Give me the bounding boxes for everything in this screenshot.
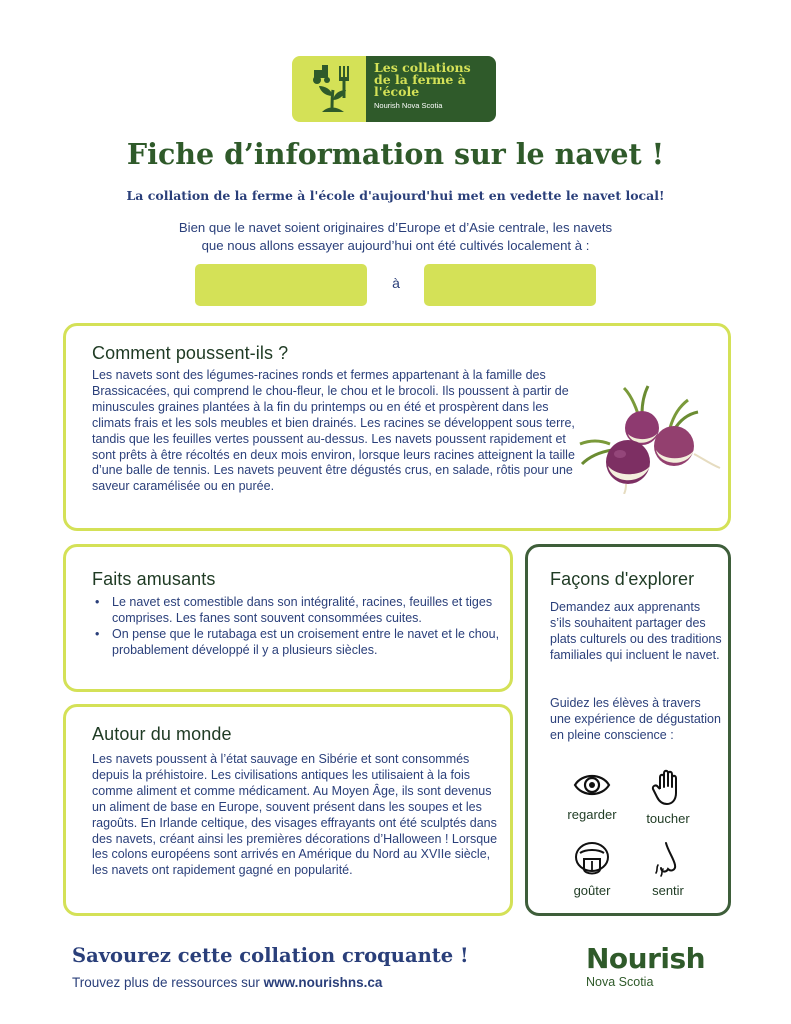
section-heading: Comment poussent-ils ?: [92, 343, 289, 363]
intro-text: [0, 219, 791, 255]
logo-title-line: Les collations: [374, 60, 471, 75]
mouth-tongue-icon: [572, 839, 612, 879]
brand-subtitle: Nova Scotia: [586, 975, 654, 989]
eye-icon: [572, 767, 612, 803]
around-the-world-card: [63, 704, 513, 916]
footer-title: Savourez cette collation croquante !: [72, 944, 469, 967]
section-heading: Autour du monde: [92, 724, 232, 744]
tractor-and-sprout-icon: [292, 56, 366, 122]
section-heading: Faits amusants: [92, 569, 216, 589]
intro-line: que nous allons essayer aujourd’hui ont été cultivés localement à :: [201, 238, 590, 253]
hand-icon: [648, 767, 688, 807]
location-separator: à: [392, 275, 400, 291]
sense-smell: [628, 839, 708, 898]
ways-to-explore-card: [525, 544, 731, 916]
sense-label: regarder: [567, 807, 617, 822]
logo-subtitle: Nourish Nova Scotia: [374, 101, 443, 110]
section-text: Guidez les élèves à travers une expérience de dégustation en pleine conscience :: [550, 696, 721, 742]
list-item: • Le navet est comestible dans son intégralité, racines, feuilles et tiges comprises. Les fanes sont souvent consommées cuites.: [92, 595, 502, 627]
intro-line: Bien que le navet soient originaires d’Europe et d’Asie centrale, les navets: [178, 220, 613, 235]
how-they-grow-card: [63, 323, 731, 531]
section-heading: Façons d'explorer: [550, 569, 695, 589]
nose-icon: [648, 839, 688, 879]
section-text: Demandez aux apprenants s’ils souhaitent partager des plats culturels ou des traditions familiales qui incluent le navet.: [550, 600, 722, 662]
sense-label: goûter: [573, 883, 611, 898]
list-item: • On pense que le rutabaga est un croisement entre le navet et le chou, probablement développé il y a plusieurs siècles.: [92, 627, 502, 659]
location-fill-box-2[interactable]: [424, 264, 596, 306]
nourish-logo: [586, 944, 736, 989]
fun-facts-card: [63, 544, 513, 692]
page-title: Fiche d’information sur le navet !: [126, 137, 665, 171]
logo-text-block: [366, 56, 496, 122]
fun-facts-list: [92, 595, 502, 659]
brand-name: Nourish: [586, 942, 706, 975]
sense-touch: [628, 767, 708, 826]
farm-to-school-logo: [292, 56, 496, 122]
footer-text-prefix: Trouvez plus de ressources sur: [72, 975, 264, 990]
section-text: Les navets poussent à l’état sauvage en Sibérie et sont consommés depuis la préhistoire. Les civilisations antiques les utilisaient à la fois comme aliment et comme médicament. Au Moyen Âge, ils sont devenus un aliment de base en Europe, souvent présent dans les soupes et les ragoûts. En Irlande celtique, des visages effrayants ont été sculptés dans des navets, créant ainsi les premières décorations d’Halloween ! Lorsque les colons européens sont arrivés en Amérique du Nord au XVIIe siècle, les navets ont rapidement gagné en popularité.: [92, 752, 498, 878]
sense-label: toucher: [646, 811, 690, 826]
sense-look: [552, 767, 632, 822]
page-subtitle: La collation de la ferme à l'école d'aujourd'hui met en vedette le navet local!: [126, 188, 665, 203]
location-fill-box-1[interactable]: [195, 264, 367, 306]
footer-text: [72, 975, 382, 990]
sense-taste: [552, 839, 632, 898]
logo-title-line: de la ferme à: [374, 72, 466, 87]
website-link[interactable]: www.nourishns.ca: [263, 975, 383, 990]
section-text: Les navets sont des légumes-racines ronds et fermes appartenant à la famille des Brassicacées, qui comprend le chou-fleur, le chou et le brocoli. Ils poussent à partir de minuscules graines plantées à la fin du printemps ou en été et prospèrent dans les climats frais et les sols meubles et bien drainés. Les racines se développent sous terre, tandis que les feuilles vertes poussent au-dessus. Les navets poussent rapidement et sont prêts à être récoltés en deux mois environ, lorsque leurs racines atteignent la taille d’une balle de tennis. Les navets peuvent être dégustés crus, en salade, rôtis pour une saveur caramélisée ou en purée.: [92, 368, 575, 494]
logo-title-line: l'école: [374, 84, 420, 99]
turnip-photo-icon: [576, 384, 724, 494]
sense-label: sentir: [652, 883, 684, 898]
